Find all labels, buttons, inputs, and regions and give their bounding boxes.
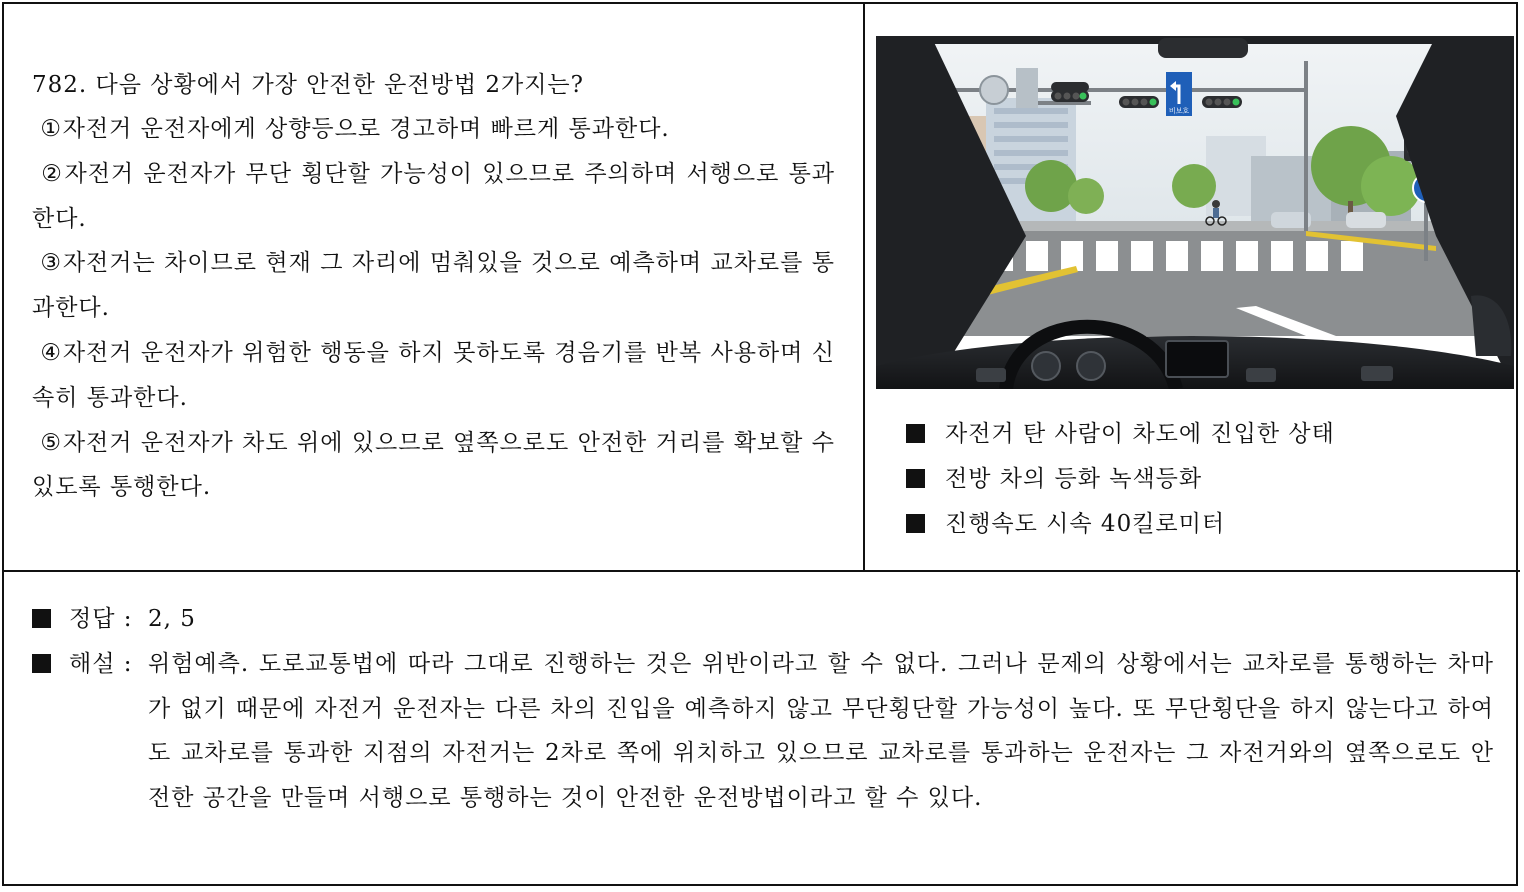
option-1 [32, 107, 835, 152]
option-text: 자전거 운전자에게 상향등으로 경고하며 빠르게 통과한다. [62, 116, 670, 142]
bicycle-rider [1212, 200, 1220, 208]
tree [1025, 160, 1077, 212]
option-3 [32, 241, 835, 331]
condition-text: 진행속도 시속 40킬로미터 [945, 510, 1226, 537]
option-text: 자전거 운전자가 위험한 행동을 하지 못하도록 경음기를 반복 사용하며 신속히 통과한다. [32, 339, 835, 411]
square-bullet-icon [32, 654, 51, 673]
explanation-row [32, 642, 1494, 821]
condition-item [906, 502, 1506, 547]
explanation-label-wrap [32, 642, 148, 821]
car [1346, 212, 1386, 228]
tree [1172, 164, 1216, 208]
conditions-list [906, 412, 1506, 546]
option-text: 자전거는 차이므로 현재 그 자리에 멈춰있을 것으로 예측하며 교차로를 통과한다. [32, 250, 835, 322]
question-block [32, 63, 835, 510]
question-title: 782. 다음 상황에서 가장 안전한 운전방법 2가지는? [32, 72, 584, 98]
option-number: ④ [40, 339, 63, 366]
round-sign [980, 76, 1008, 104]
condition-item [906, 457, 1506, 502]
option-5 [32, 421, 835, 511]
row-divider [2, 570, 1520, 572]
option-text: 자전거 운전자가 차도 위에 있으므로 옆쪽으로도 안전한 거리를 확보할 수 있도록 통행한다. [32, 429, 835, 501]
answer-label-wrap [32, 597, 148, 642]
option-number: ② [41, 160, 63, 187]
square-bullet-icon [906, 469, 925, 488]
traffic-signal [1051, 82, 1089, 92]
gauge [1077, 352, 1105, 380]
answer-label: 정답 : [69, 606, 133, 632]
answer-value: 2, 5 [148, 606, 196, 632]
option-text: 자전거 운전자가 무단 횡단할 가능성이 있으므로 주의하며 서행으로 통과한다. [32, 160, 836, 232]
explanation-label: 해설 : [69, 650, 133, 677]
option-number: ③ [40, 250, 63, 277]
square-bullet-icon [906, 424, 925, 443]
condition-item [906, 412, 1506, 457]
tree [1361, 156, 1421, 216]
answer-row [32, 597, 1494, 642]
option-2 [32, 152, 835, 242]
square-bullet-icon [906, 514, 925, 533]
rearview-mirror [1158, 38, 1248, 58]
tree [1068, 178, 1104, 214]
answer-block [32, 597, 1494, 821]
traffic-signal [1119, 96, 1159, 108]
column-divider [863, 2, 865, 572]
square-bullet-icon [32, 609, 51, 628]
condition-text: 자전거 탄 사람이 차도에 진입한 상태 [945, 421, 1335, 447]
option-4 [32, 331, 835, 421]
option-number: ⑤ [40, 429, 63, 456]
driving-scene-illustration [876, 36, 1514, 389]
sign-label: 비보호 [1168, 107, 1190, 115]
option-number: ① [40, 116, 62, 142]
condition-text: 전방 차의 등화 녹색등화 [945, 465, 1203, 492]
explanation-text: 위험예측. 도로교통법에 따라 그대로 진행하는 것은 위반이라고 할 수 없다. 그러나 문제의 상황에서는 교차로를 통행하는 차마가 없기 때문에 자전거 운전자는 다른 차의 진입을 예측하지 않고 무단횡단할 가능성이 높다. 또 무단횡단을 하지 않는다고 하여도 교차로를 통과한 지점의 자전거는 2차로 쪽에 위치하고 있으므로 교차로를 통과하는 운전자는 그 자전거와의 옆쪽으로도 안전한 공간을 만들며 서행으로 통행하는 것이 안전한 운전방법이라고 할 수 있다. [148, 650, 1494, 812]
center-display [1166, 341, 1228, 377]
traffic-signal [1202, 96, 1242, 108]
gauge [1032, 352, 1060, 380]
signal-pole [1304, 61, 1308, 231]
